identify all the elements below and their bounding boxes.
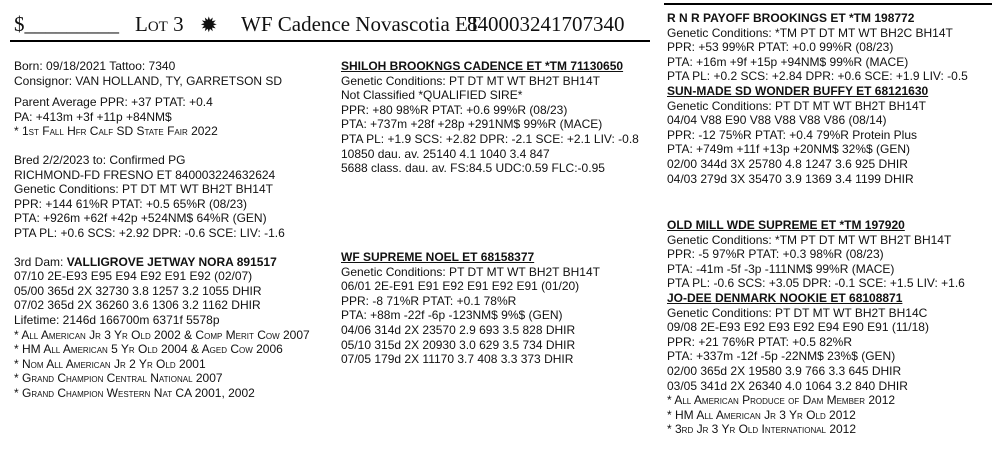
third-dam-award: * Nom All American Jr 2 Yr Old 2001: [14, 356, 206, 371]
lot-number: Lot 3: [135, 12, 184, 36]
genetic-conditions: Genetic Conditions: PT DT MT WT BH2T BH14T: [14, 182, 273, 197]
maternal-granddam-line: PTA: +337m -12f -5p -22NM$ 23%$ (GEN): [667, 349, 896, 364]
grandsire-title: R N R PAYOFF BROOKINGS ET *TM 198772: [667, 11, 915, 25]
animal-name: WF Cadence Novascotia ET: [241, 12, 481, 36]
granddam-line: PPR: -12 75%R PTAT: +0.4 79%R Protein Plus: [667, 127, 918, 142]
third-dam-record: 07/02 365d 2X 36260 3.6 1306 3.2 1162 DHIR: [14, 298, 261, 313]
grandsire-line: Genetic Conditions: *TM PT DT MT WT BH2C BH14T: [667, 25, 953, 40]
third-dam-name: VALLIGROVE JETWAY NORA 891517: [66, 254, 277, 269]
granddam-line: 04/03 279d 3X 35470 3.9 1369 3.4 1199 DHIR: [667, 171, 914, 186]
sire-line: 10850 dau. av. 25140 4.1 1040 3.4 847: [341, 146, 550, 161]
animal-award: * 1st Fall Hfr Calf SD State Fair 2022: [14, 124, 218, 139]
burst-icon: ✹: [200, 13, 218, 37]
granddam-line: Genetic Conditions: PT DT MT WT BH2T BH14T: [667, 98, 926, 113]
bred-line: Bred 2/2/2023 to: Confirmed PG: [14, 152, 186, 167]
pta-pl-line: PTA PL: +0.6 SCS: +2.92 DPR: -0.6 SCE: LIV: -1.6: [14, 225, 285, 240]
sire-line: 5688 class. dau. av. FS:84.5 UDC:0.59 FLC:-0.95: [341, 161, 605, 176]
third-dam-award: * Grand Champion Central National 2007: [14, 371, 223, 386]
sire-line: PTA PL: +1.9 SCS: +2.82 DPR: -2.1 SCE: +2.1 LIV: -0.8: [341, 131, 639, 146]
dam-line: PTA: +88m -22f -6p -123NM$ 9%$ (GEN): [341, 308, 563, 323]
price-blank: $_________: [14, 12, 119, 36]
third-dam-line: [14, 255, 310, 270]
maternal-granddam-line: PPR: +21 76%R PTAT: +0.5 82%R: [667, 334, 852, 349]
dam-line: Genetic Conditions: PT DT MT WT BH2T BH14T: [341, 264, 600, 279]
maternal-granddam-line: Genetic Conditions: PT DT MT WT BH2T BH14C: [667, 305, 928, 320]
dam-line: 05/10 315d 2X 20930 3.0 629 3.5 734 DHIR: [341, 337, 576, 352]
grandsire-line: PTA PL: +0.2 SCS: +2.84 DPR: +0.6 SCE: +1.9 LIV: -0.5: [667, 69, 968, 84]
paternal-grandparents: [667, 11, 968, 186]
dam-block: [341, 250, 600, 367]
sire-line: Genetic Conditions: PT DT MT WT BH2T BH14T: [341, 73, 600, 88]
third-dam-award: * All American Jr 3 Yr Old 2002 & Comp Merit Cow 2007: [14, 327, 310, 342]
ppr-line: PPR: +144 61%R PTAT: +0.5 65%R (08/23): [14, 196, 248, 211]
pa-line: PA: +413m +3f +11p +84NM$: [14, 109, 172, 124]
animal-details: [14, 59, 310, 400]
maternal-grandsire-line: PTA: -41m -5f -3p -111NM$ 99%R (MACE): [667, 261, 895, 276]
sire-block: [341, 59, 639, 176]
maternal-granddam-line: 03/05 341d 2X 26340 4.0 1064 3.2 840 DHIR: [667, 378, 908, 393]
consignor-line: Consignor: VAN HOLLAND, TY, GARRETSON SD: [14, 73, 283, 88]
grandsire-line: PPR: +53 99%R PTAT: +0.0 99%R (08/23): [667, 40, 894, 55]
maternal-granddam-title: JO-DEE DENMARK NOOKIE ET 68108871: [667, 290, 903, 305]
maternal-grandsire-title: OLD MILL WDE SUPREME ET *TM 197920: [667, 218, 905, 232]
born-line: Born: 09/18/2021 Tattoo: 7340: [14, 59, 176, 73]
granddam-title: SUN-MADE SD WONDER BUFFY ET 68121630: [667, 83, 929, 98]
sire-line: PTA: +737m +28f +28p +291NM$ 99%R (MACE): [341, 117, 603, 132]
third-dam-record: 07/10 2E-E93 E95 E94 E92 E91 E92 (02/07): [14, 269, 253, 284]
lot-header: [14, 12, 654, 40]
pta-line: PTA: +926m +62f +42p +524NM$ 64%R (GEN): [14, 211, 267, 226]
grandsire-line: PTA: +16m +9f +15p +94NM$ 99%R (MACE): [667, 54, 909, 69]
parent-average: Parent Average PPR: +37 PTAT: +0.4: [14, 95, 213, 110]
granddam-line: 02/00 344d 3X 25780 4.8 1247 3.6 925 DHIR: [667, 156, 908, 171]
third-dam-award: * HM All American 5 Yr Old 2004 & Aged Cow 2006: [14, 342, 283, 357]
dam-line: 07/05 179d 2X 11170 3.7 408 3.3 373 DHIR: [341, 352, 574, 367]
service-sire: RICHMOND-FD FRESNO ET 840003224632624: [14, 167, 276, 182]
maternal-grandsire-line: Genetic Conditions: *TM PT DT MT WT BH2T BH14T: [667, 232, 952, 247]
maternal-grandsire-line: PPR: -5 97%R PTAT: +0.3 98%R (08/23): [667, 247, 884, 262]
dam-line: 06/01 2E-E91 E91 E92 E91 E92 E91 (01/20): [341, 279, 580, 294]
dam-title: WF SUPREME NOEL ET 68158377: [341, 250, 535, 264]
dam-line: PPR: -8 71%R PTAT: +0.1 78%R: [341, 293, 517, 308]
sire-line: PPR: +80 98%R PTAT: +0.6 99%R (08/23): [341, 102, 568, 117]
third-dam-lifetime: Lifetime: 2146d 166700m 6371f 5578p: [14, 312, 220, 327]
maternal-granddam-line: 02/00 365d 2X 19580 3.9 766 3.3 645 DHIR: [667, 363, 902, 378]
top-right-rule: [664, 3, 992, 5]
header-rule: [10, 40, 650, 42]
third-dam-label: 3rd Dam:: [14, 254, 64, 269]
granddam-line: PTA: +749m +11f +13p +20NM$ 32%$ (GEN): [667, 142, 911, 157]
maternal-grandsire-line: PTA PL: -0.6 SCS: +3.05 DPR: -0.1 SCE: +1.5 LIV: +1.6: [667, 276, 965, 291]
maternal-granddam-award: * 3rd Jr 3 Yr Old International 2012: [667, 422, 857, 437]
third-dam-award: * Grand Champion Western Nat CA 2001, 2002: [14, 385, 255, 400]
sire-line: Not Classified *QUALIFIED SIRE*: [341, 88, 523, 103]
third-dam-record: 05/00 365d 2X 32730 3.8 1257 3.2 1055 DHIR: [14, 283, 262, 298]
sire-title: SHILOH BROOKNGS CADENCE ET *TM 71130650: [341, 59, 624, 73]
maternal-grandparents: [667, 218, 965, 437]
dam-line: 04/06 314d 2X 23570 2.9 693 3.5 828 DHIR: [341, 322, 576, 337]
maternal-granddam-award: * All American Produce of Dam Member 2012: [667, 393, 896, 408]
registration-number: 840003241707340: [467, 12, 625, 36]
maternal-granddam-award: * HM All American Jr 3 Yr Old 2012: [667, 407, 856, 422]
granddam-line: 04/04 V88 E90 V88 V88 V88 V86 (08/14): [667, 113, 887, 128]
maternal-granddam-line: 09/08 2E-E93 E92 E93 E92 E94 E90 E91 (11/18): [667, 320, 929, 335]
